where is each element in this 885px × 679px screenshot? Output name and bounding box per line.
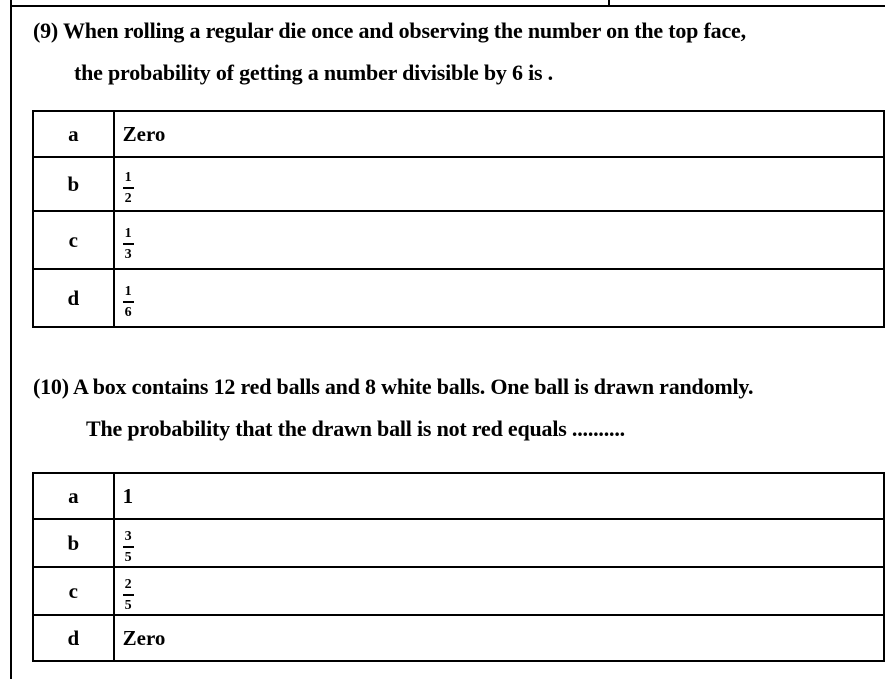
fraction (123, 226, 134, 262)
previous-table-bottom-border (10, 5, 885, 7)
question-10-text-continued: The probability that the drawn ball is not red equals .......... (86, 416, 625, 441)
question-10-text: (10) A box contains 12 red balls and 8 white balls. One ball is drawn randomly. (33, 374, 754, 399)
option-answer: Zero (114, 615, 884, 661)
fraction-denominator: 3 (124, 247, 132, 262)
option-answer (114, 211, 884, 269)
option-letter: a (33, 473, 114, 519)
option-answer (114, 157, 884, 211)
fraction-numerator: 1 (124, 226, 132, 241)
option-row-a (33, 111, 884, 157)
option-row-a (33, 473, 884, 519)
option-row-d (33, 615, 884, 661)
option-letter: b (33, 519, 114, 567)
fraction-denominator: 6 (124, 305, 132, 320)
fraction (123, 577, 134, 613)
fraction-numerator: 3 (124, 529, 132, 544)
fraction-numerator: 1 (124, 284, 132, 299)
fraction-numerator: 2 (124, 577, 132, 592)
fraction (123, 529, 134, 565)
page-left-border (10, 0, 12, 679)
option-row-b (33, 519, 884, 567)
question-10-options-table (32, 472, 885, 662)
fraction-bar (123, 243, 134, 245)
fraction-numerator: 1 (124, 170, 132, 185)
option-row-c (33, 211, 884, 269)
option-letter: b (33, 157, 114, 211)
fraction (123, 170, 134, 206)
option-row-c (33, 567, 884, 615)
fraction-bar (123, 187, 134, 189)
fraction-denominator: 5 (124, 598, 132, 613)
fraction-bar (123, 594, 134, 596)
question-9-text-continued: the probability of getting a number divisible by 6 is . (74, 60, 553, 85)
fraction-bar (123, 301, 134, 303)
option-letter: c (33, 567, 114, 615)
previous-table-divider (608, 0, 610, 6)
fraction (123, 284, 134, 320)
option-answer (114, 519, 884, 567)
question-9-options-table (32, 110, 885, 328)
option-answer (114, 269, 884, 327)
option-letter: d (33, 269, 114, 327)
option-answer (114, 567, 884, 615)
fraction-bar (123, 546, 134, 548)
option-answer: 1 (114, 473, 884, 519)
fraction-denominator: 2 (124, 191, 132, 206)
question-9-text: (9) When rolling a regular die once and observing the number on the top face, (33, 18, 746, 43)
option-answer: Zero (114, 111, 884, 157)
option-letter: a (33, 111, 114, 157)
option-row-b (33, 157, 884, 211)
fraction-denominator: 5 (124, 550, 132, 565)
option-letter: c (33, 211, 114, 269)
option-row-d (33, 269, 884, 327)
option-letter: d (33, 615, 114, 661)
